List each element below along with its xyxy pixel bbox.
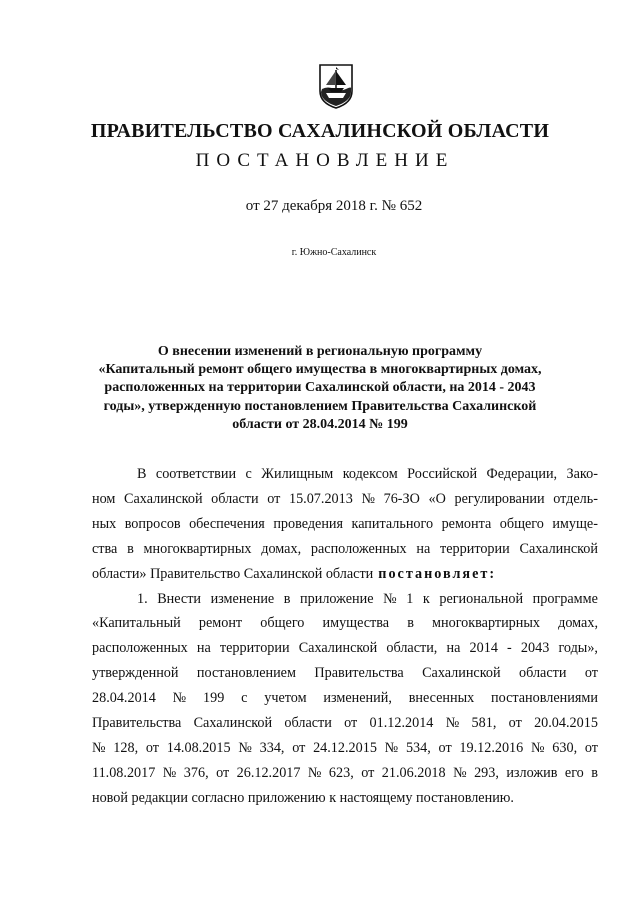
- word: области: [284, 715, 332, 732]
- word: ремонт: [198, 615, 243, 632]
- word: расположенных: [310, 540, 407, 557]
- word: постановлениями: [491, 690, 598, 707]
- sakhalin-coat-of-arms-icon: [318, 63, 354, 109]
- word: №: [530, 739, 545, 756]
- text-line: [92, 786, 598, 811]
- word: годы»,: [558, 640, 598, 657]
- word: ном: [92, 490, 116, 507]
- word: капитального: [351, 515, 434, 532]
- word: 11.08.2017: [92, 764, 156, 781]
- word: Жилищным: [261, 466, 334, 482]
- word: ных: [92, 515, 117, 532]
- word: Сахалинской: [124, 490, 203, 507]
- paragraph-preamble: [92, 462, 598, 587]
- word: на: [196, 640, 211, 657]
- word: изменение: [210, 590, 275, 607]
- word: 623,: [328, 764, 354, 781]
- word: 334,: [259, 739, 285, 756]
- word: приложение: [300, 590, 374, 607]
- word: к: [422, 590, 430, 607]
- document-title: [92, 343, 548, 434]
- title-line: расположенных на территории Сахалинской области, на 2014 - 2043: [104, 380, 536, 396]
- document-city: г. Южно-Сахалинск: [291, 247, 377, 258]
- word: от: [267, 490, 281, 507]
- word: от: [216, 764, 230, 781]
- text-line: [92, 512, 598, 537]
- word: 581,: [471, 715, 497, 732]
- word: в: [407, 615, 414, 632]
- word: от: [584, 739, 598, 756]
- word: многоквартирных: [143, 540, 252, 557]
- document-type: ПОСТАНОВЛЕНИЕ: [195, 150, 455, 171]
- word: учетом: [264, 690, 307, 707]
- word: отдель-: [553, 490, 598, 507]
- resolves-word: постановляет:: [378, 565, 497, 582]
- word: общего: [260, 615, 305, 632]
- word: от: [292, 739, 306, 756]
- word: Сахалинской: [298, 640, 378, 657]
- document-date-number: от 27 декабря 2018 г. № 652: [245, 198, 423, 214]
- word: №: [445, 715, 460, 732]
- word: №: [92, 739, 106, 756]
- word: его: [564, 764, 584, 781]
- word: области,: [386, 640, 438, 657]
- word: с: [245, 466, 252, 482]
- word: 14.08.2015: [166, 739, 231, 756]
- word: ремонта: [441, 515, 492, 532]
- word: 01.12.2014: [369, 715, 434, 732]
- word: программе: [532, 590, 598, 607]
- word: от: [344, 715, 358, 732]
- word: имущества: [322, 615, 390, 632]
- title-line: области от 28.04.2014 № 199: [232, 416, 408, 432]
- word: «О: [428, 490, 446, 507]
- word: области: [211, 490, 259, 507]
- word: ства: [92, 540, 118, 557]
- word: 21.06.2018: [381, 764, 446, 781]
- word: Сахалинской: [422, 665, 501, 682]
- word: В: [137, 466, 147, 482]
- word: 2043: [520, 640, 550, 657]
- word: 534,: [405, 739, 431, 756]
- word: изменений,: [323, 690, 392, 707]
- word: Сахалинской: [519, 540, 598, 557]
- word: Сахалинской: [193, 715, 273, 732]
- word: 26.12.2017: [236, 764, 301, 781]
- text-segment: новой редакции согласно приложению к настоящему постановлению.: [92, 789, 514, 806]
- text-line: [92, 611, 598, 636]
- word: изложив: [506, 764, 558, 781]
- word: территории: [219, 640, 290, 657]
- text-line: [92, 661, 598, 686]
- word: 76-ЗО: [383, 490, 420, 507]
- word: -: [507, 640, 512, 657]
- word: от: [584, 665, 598, 682]
- word: 1: [406, 590, 414, 607]
- text-line: [92, 636, 598, 661]
- title-line: годы», утвержденную постановлением Правительства Сахалинской: [103, 398, 537, 414]
- word: «Капитальный: [92, 615, 181, 632]
- word: №: [307, 764, 322, 781]
- text-line: [92, 562, 598, 587]
- word: расположенных: [92, 640, 188, 657]
- word: №: [238, 739, 252, 756]
- word: 1.: [137, 590, 148, 607]
- title-line: «Капитальный ремонт общего имущества в многоквартирных домах,: [98, 362, 542, 378]
- word: регулировании: [454, 490, 545, 507]
- text-line: [92, 487, 598, 512]
- word: в: [591, 764, 598, 781]
- word: на: [416, 540, 431, 557]
- word: в: [127, 540, 134, 557]
- word: №: [172, 690, 187, 707]
- word: 15.07.2013: [288, 490, 353, 507]
- text-line: [92, 761, 598, 786]
- word: 19.12.2016: [459, 739, 524, 756]
- word: №: [361, 490, 375, 507]
- word: Правительства: [92, 715, 182, 732]
- word: имуще-: [552, 515, 598, 532]
- word: общего: [499, 515, 544, 532]
- title-line: О внесении изменений в региональную программу: [157, 344, 483, 359]
- word: 199: [203, 690, 225, 707]
- word: №: [162, 764, 177, 781]
- word: от: [145, 739, 159, 756]
- word: региональной: [439, 590, 524, 607]
- word: с: [241, 690, 248, 707]
- word: соответствии: [155, 466, 237, 482]
- word: утвержденной: [92, 665, 179, 682]
- word: Федерации,: [486, 466, 558, 482]
- text-line: [92, 587, 598, 612]
- word: 376,: [183, 764, 209, 781]
- paragraph-item-1: [92, 587, 598, 811]
- word: постановлением: [196, 665, 296, 682]
- word: 630,: [552, 739, 578, 756]
- word: 20.04.2015: [534, 715, 598, 732]
- word: в: [283, 590, 291, 607]
- word: от: [361, 764, 375, 781]
- word: внесенных: [408, 690, 475, 707]
- text-line: [92, 736, 598, 761]
- word: 28.04.2014: [92, 690, 156, 707]
- word: домах,: [558, 615, 598, 632]
- word: обеспечения: [189, 515, 265, 532]
- word: многоквартирных: [432, 615, 540, 632]
- document-body: [92, 462, 598, 811]
- word: 128,: [113, 739, 139, 756]
- word: Правительства: [314, 665, 404, 682]
- word: Зако-: [566, 466, 598, 482]
- text-line: [92, 686, 598, 711]
- word: от: [438, 739, 452, 756]
- word: №: [384, 739, 399, 756]
- word: на: [446, 640, 461, 657]
- text-line: [92, 462, 598, 487]
- word: кодексом: [342, 466, 398, 482]
- word: №: [383, 590, 397, 607]
- word: территории: [440, 540, 510, 557]
- word: 24.12.2015: [313, 739, 377, 756]
- word: 2014: [469, 640, 498, 657]
- word: домах,: [261, 540, 302, 557]
- word: Внести: [157, 590, 201, 607]
- word: области: [518, 665, 567, 682]
- word: проведения: [273, 515, 344, 532]
- word: Российской: [407, 466, 478, 482]
- text-line: [92, 711, 598, 736]
- text-line: [92, 537, 598, 562]
- word: 293,: [474, 764, 499, 781]
- word: от: [508, 715, 522, 732]
- organization-name: ПРАВИТЕЛЬСТВО САХАЛИНСКОЙ ОБЛАСТИ: [90, 120, 550, 142]
- word: вопросов: [124, 515, 181, 532]
- text-segment: области» Правительство Сахалинской области: [92, 565, 374, 582]
- word: №: [453, 764, 467, 781]
